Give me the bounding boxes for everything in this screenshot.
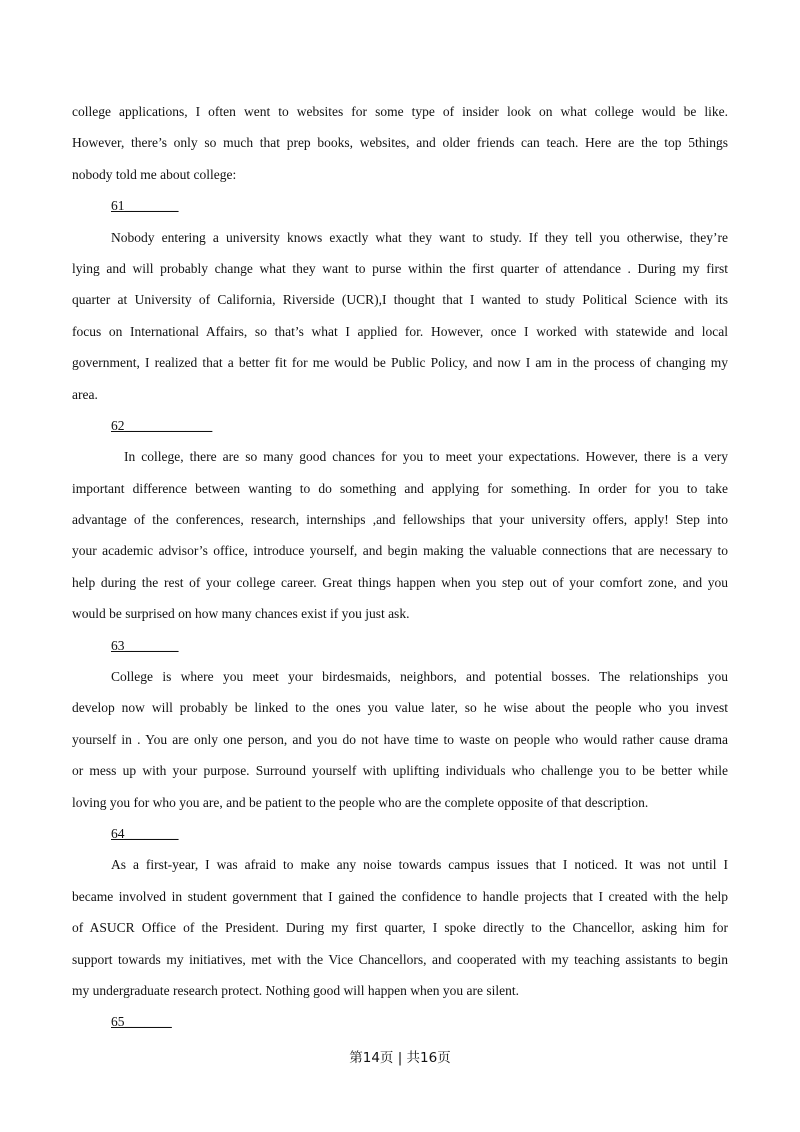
text-line: advantage of the conferences, research, internships ,and fellowships that your university offers, apply! Step into xyxy=(72,512,728,528)
text-line: your academic advisor’s office, introduce yourself, and begin making the valuable connections that are necessary to xyxy=(72,543,728,559)
text-line: help during the rest of your college career. Great things happen when you step out of your comfort zone, and you xyxy=(72,574,728,590)
paragraph-62 xyxy=(72,441,728,629)
page-footer: 第14页 | 共16页 xyxy=(349,1050,451,1066)
text-line: College is where you meet your birdesmaids, neighbors, and potential bosses. The relationships you xyxy=(111,669,728,685)
text-line: Nobody entering a university knows exactly what they want to study. If they tell you otherwise, they’re xyxy=(111,229,728,245)
text-line: In college, there are so many good chances for you to meet your expectations. However, there is a very xyxy=(124,449,728,465)
paragraph-63 xyxy=(72,661,728,818)
text-line: loving you for who you are, and be patient to the people who are the complete opposite of that description. xyxy=(72,794,649,810)
text-line: would be surprised on how many chances exist if you just ask. xyxy=(72,606,410,622)
text-line: of ASUCR Office of the President. During my first quarter, I spoke directly to the Chancellor, asking him for xyxy=(72,920,728,936)
text-line: develop now will probably be linked to the ones you value later, so he wise about the people who you invest xyxy=(72,700,728,716)
text-line: area. xyxy=(72,386,98,402)
text-line: quarter at University of California, Riverside (UCR),I thought that I wanted to study Political Science with its xyxy=(72,292,728,308)
question-number-65: 65_______ xyxy=(111,1014,172,1030)
text-line: nobody told me about college: xyxy=(72,166,237,182)
text-line: support towards my initiatives, met with the Vice Chancellors, and cooperated with my teaching assistants to begin xyxy=(72,951,728,967)
text-line: became involved in student government that I gained the confidence to handle projects that I created with the help xyxy=(72,888,728,904)
text-line: As a first-year, I was afraid to make any noise towards campus issues that I noticed. It was not until I xyxy=(111,857,728,873)
text-line: important difference between wanting to do something and applying for something. In order for you to take xyxy=(72,480,728,496)
text-line: college applications, I often went to websites for some type of insider look on what college would be like. xyxy=(72,104,728,119)
question-number-63: 63________ xyxy=(111,637,179,653)
text-line: or mess up with your purpose. Surround yourself with uplifting individuals who challenge you to be better while xyxy=(72,763,728,779)
text-line: government, I realized that a better fit for me would be Public Policy, and now I am in the process of changing my xyxy=(72,355,728,371)
text-line: my undergraduate research protect. Nothing good will happen when you are silent. xyxy=(72,982,519,998)
paragraph-64 xyxy=(72,849,728,1006)
question-number-64: 64________ xyxy=(111,825,179,841)
text-line: However, there’s only so much that prep books, websites, and older friends can teach. Here are the top 5things xyxy=(72,135,728,151)
text-line: focus on International Affairs, so that’s what I applied for. However, once I worked with statewide and local xyxy=(72,323,728,339)
question-number-62: 62_____________ xyxy=(111,417,213,433)
paragraph-61 xyxy=(72,222,728,410)
intro-paragraph xyxy=(72,96,728,190)
text-line: yourself in . You are only one person, and you do not have time to waste on people who would rather cause drama xyxy=(72,731,728,747)
document-page xyxy=(72,96,728,1038)
text-line: lying and will probably change what they want to purse within the first quarter of attendance . During my first xyxy=(72,260,728,276)
question-number-61: 61________ xyxy=(111,198,179,214)
